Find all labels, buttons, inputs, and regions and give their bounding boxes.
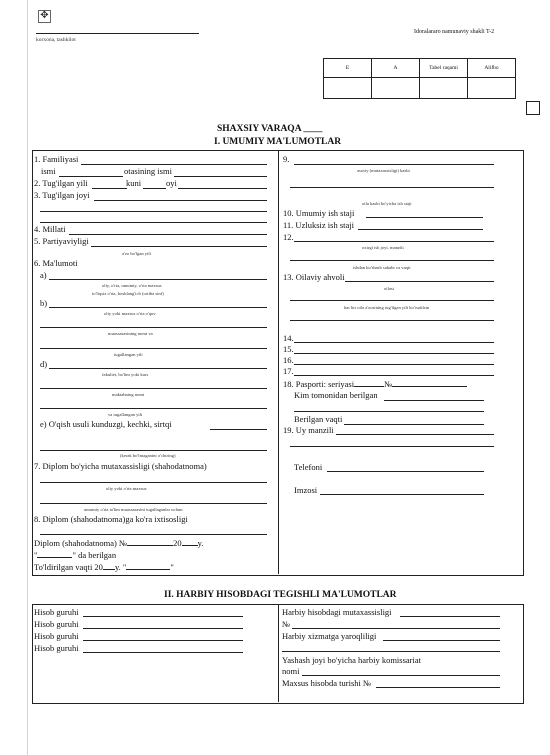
ism-field[interactable] — [59, 176, 123, 177]
harbiy-mutaxassis-field[interactable] — [400, 616, 500, 617]
diplom-date-quote: " — [34, 550, 38, 560]
tugilgan-joy-field[interactable] — [94, 200, 267, 201]
ota-field[interactable] — [174, 176, 267, 177]
imzo-field[interactable] — [320, 494, 484, 495]
komissariat-label: Yashash joyi bo'yicha harbiy komissariat — [282, 655, 422, 665]
komissariat-nomi-label: nomi — [282, 666, 300, 676]
oilasi-note: oilasi — [384, 286, 394, 291]
field-17-label: 17. — [283, 366, 294, 376]
ota-label: otasining ismi — [124, 166, 172, 176]
ism-label: ismi — [41, 166, 56, 176]
code-cell-e[interactable] — [324, 78, 372, 99]
diplom-no-field[interactable] — [127, 537, 173, 546]
field-15-label: 15. — [283, 344, 294, 354]
pasport-line — [283, 378, 467, 389]
diplom-ixtisos-label: 8. Diplom (shahodatnoma)ga ko'ra ixtisosligi — [34, 514, 188, 524]
filled-day-quote: " — [170, 562, 174, 572]
maxsus-hisob-field[interactable] — [376, 687, 500, 688]
partiya-note: a'zo bo'lgan yili — [122, 251, 151, 256]
section2-divider — [278, 604, 279, 702]
diplom-year-field[interactable] — [182, 537, 198, 546]
hisob-guruhi-4-label: Hisob guruhi — [34, 643, 79, 653]
diplom-year-prefix: 20 — [173, 538, 182, 548]
diplom-note-1: oliy yoki o'rta maxsus — [106, 486, 147, 491]
diplom-note-2: umumiy o'rta ta'lim muassasasini tugallaganlar uchun — [84, 507, 183, 512]
partiya-label: 5. Partiyaviyligi — [34, 236, 89, 246]
tugilgan-yil-field[interactable] — [92, 188, 127, 189]
hisob-guruhi-2-field[interactable] — [83, 628, 243, 629]
hisob-guruhi-4-field[interactable] — [83, 652, 243, 653]
malumot-b: b) — [40, 298, 48, 308]
tugilgan-yil-label: 2. Tug'ilgan yili — [34, 178, 88, 188]
oilaviy-label: 13. Oilaviy ahvoli — [283, 272, 345, 282]
filled-date-label: To'ldirilgan vaqti 20 — [34, 562, 103, 572]
filled-day-label: y. " — [114, 562, 127, 572]
diplom-date-line — [34, 549, 116, 560]
familiya-label: 1. Familiyasi — [34, 154, 79, 164]
code-cell-a[interactable] — [372, 78, 420, 99]
umumiy-staj-label: 10. Umumiy ish staji — [283, 208, 355, 218]
hisob-guruhi-1-label: Hisob guruhi — [34, 607, 79, 617]
kun-label: kuni — [126, 178, 142, 188]
diplom-ixtisos-field[interactable] — [40, 534, 267, 535]
kasbi-note-2: oila kasbi bo'yicha ish staji — [362, 201, 412, 206]
code-header-a: A — [372, 59, 420, 78]
form-name: Idoralararo namunaviy shakli T-2 — [414, 29, 495, 35]
field-17[interactable] — [294, 375, 494, 376]
malumot-note-6: fakultet, bo'lim yoki kurs — [102, 372, 149, 377]
oila-azolari-note: har bir oila a'zosining tug'ilgan yili ko'rsatilsin — [344, 305, 430, 310]
malumot-note-5: tugallangan yili — [114, 352, 143, 357]
uy-manzil-field[interactable] — [336, 434, 494, 435]
oy-label: oyi — [166, 178, 177, 188]
tugilgan-joy-label: 3. Tug'ilgan joyi — [34, 190, 90, 200]
oilaviy-field[interactable] — [345, 281, 494, 282]
field-16-label: 16. — [283, 355, 294, 365]
malumot-label: 6. Ma'lumoti — [34, 258, 78, 268]
hisob-guruhi-3-field[interactable] — [83, 640, 243, 641]
malumot-note-8: va tugallangan yili — [108, 412, 143, 417]
filled-day-field[interactable] — [126, 561, 170, 570]
partiya-field[interactable] — [91, 246, 267, 247]
yaroqlilik-label: Harbiy xizmatga yaroqliligi — [282, 631, 377, 641]
malumot-a: a) — [40, 270, 47, 280]
diplom-date-field[interactable] — [37, 549, 72, 558]
berilgan-vaqt-field[interactable] — [344, 424, 484, 425]
code-cell-tabel[interactable] — [420, 78, 468, 99]
malumot-note-4: muassasasining nomi va — [108, 331, 153, 336]
diplom-mutaxassis-field[interactable] — [40, 482, 267, 483]
field-15[interactable] — [294, 353, 494, 354]
photo-checkbox[interactable] — [526, 101, 540, 115]
malumot-note-2: to'liqsiz o'rta, boshlang'ich (ortiba sinf) — [92, 291, 164, 296]
diplom-mutaxassis-label: 7. Diplom bo'yicha mutaxassisligi (shahodatnoma) — [34, 461, 207, 471]
malumot-note-7: maktabning nomi — [112, 392, 145, 397]
kim-berilgan-field[interactable] — [384, 400, 484, 401]
kasbi-label: 9. — [283, 154, 290, 164]
diplom-no-line — [34, 537, 203, 548]
table-move-handle-icon[interactable]: ✥ — [38, 10, 51, 23]
malumot-d-field[interactable] — [49, 368, 267, 369]
malumot-d: d) — [40, 359, 48, 369]
uy-manzil-label: 19. Uy manzili — [283, 425, 334, 435]
field-14-label: 14. — [283, 333, 294, 343]
diplom-year-suffix: y. — [197, 538, 204, 548]
harbiy-no-label: № — [282, 619, 291, 629]
diplom-date-label: " da berilgan — [72, 550, 117, 560]
oxirgi-ish-field[interactable] — [294, 241, 494, 242]
section1-divider — [278, 150, 279, 574]
kim-berilgan-label: Kim tomonidan berilgan — [294, 390, 378, 400]
document-page — [27, 0, 546, 755]
oxirgi-ish-note: oxirgi ish joyi, manzilı — [362, 245, 404, 250]
maxsus-hisob-label: Maxsus hisobda turishi № — [282, 678, 372, 688]
filled-year-field[interactable] — [103, 561, 115, 570]
section2-title: II. HARBIY HISOBDAGI TEGISHLI MA'LUMOTLAR — [164, 590, 397, 600]
malumot-note-3: oliy yoki maxsus o'rta o'quv — [104, 311, 156, 316]
imzo-label: Imzosi — [294, 485, 318, 495]
malumot-a-field[interactable] — [49, 279, 267, 280]
main-title: SHAXSIY VARAQA ____ — [217, 124, 323, 134]
pasport-no-label: № — [384, 379, 393, 389]
section1-title: I. UMUMIY MA'LUMOTLAR — [214, 137, 342, 147]
hisob-guruhi-1-field[interactable] — [83, 616, 243, 617]
ishdan-boshash-note: ishdan bo'shash sababi va vaqti — [353, 265, 411, 270]
komissariat-nomi-field[interactable] — [302, 675, 500, 676]
telefon-label: Telefoni — [294, 462, 323, 472]
code-header-e: E — [324, 59, 372, 78]
telefon-field[interactable] — [327, 471, 484, 472]
code-header-alifbo: Alifbo — [468, 59, 516, 78]
kasbi-note-1: asosiy (mutaxassisligi) kasbi — [357, 168, 410, 173]
malumot-note-1: oliy, o'rta, umumiy, o'rta maxsus — [102, 283, 162, 288]
hisob-guruhi-3-label: Hisob guruhi — [34, 631, 79, 641]
oqish-usuli-note: (kerak bo'lmaganini o'chiring) — [120, 453, 176, 458]
field-14[interactable] — [294, 342, 494, 343]
code-header-tabel: Tabel raqami — [420, 59, 468, 78]
kasbi-field[interactable] — [294, 164, 494, 165]
pasport-no-field[interactable] — [392, 378, 467, 387]
oy-field[interactable] — [178, 188, 267, 189]
code-cell-alifbo[interactable] — [468, 78, 516, 99]
harbiy-no-field[interactable] — [292, 628, 500, 629]
millat-label: 4. Millati — [34, 224, 66, 234]
pasport-seriya-label: 18. Pasporti: seriyasi — [283, 379, 355, 389]
uzluksiz-staj-label: 11. Uzluksiz ish staji — [283, 220, 354, 230]
code-table — [323, 58, 516, 99]
malumot-b-field[interactable] — [49, 307, 267, 308]
berilgan-vaqt-label: Berilgan vaqti — [294, 414, 343, 424]
oqish-usuli-field[interactable] — [210, 429, 267, 430]
millat-field[interactable] — [69, 234, 267, 235]
umumiy-staj-field[interactable] — [366, 217, 483, 218]
hisob-guruhi-2-label: Hisob guruhi — [34, 619, 79, 629]
yaroqlilik-field[interactable] — [383, 640, 500, 641]
uzluksiz-staj-field[interactable] — [358, 229, 483, 230]
kun-field[interactable] — [143, 188, 166, 189]
diplom-no-label: Diplom (shahodatnoma) № — [34, 538, 128, 548]
org-line — [36, 33, 199, 34]
oxirgi-ish-label: 12. — [283, 232, 294, 242]
pasport-seriya-field[interactable] — [354, 378, 384, 387]
filled-date-line — [34, 561, 174, 572]
harbiy-mutaxassis-label: Harbiy hisobdagi mutaxassisligi — [282, 607, 392, 617]
org-label: korxona, tashkilot — [36, 37, 76, 43]
field-16[interactable] — [294, 364, 494, 365]
oqish-usuli-label: e) O'qish usuli kunduzgi, kechki, sirtqi — [40, 419, 172, 429]
